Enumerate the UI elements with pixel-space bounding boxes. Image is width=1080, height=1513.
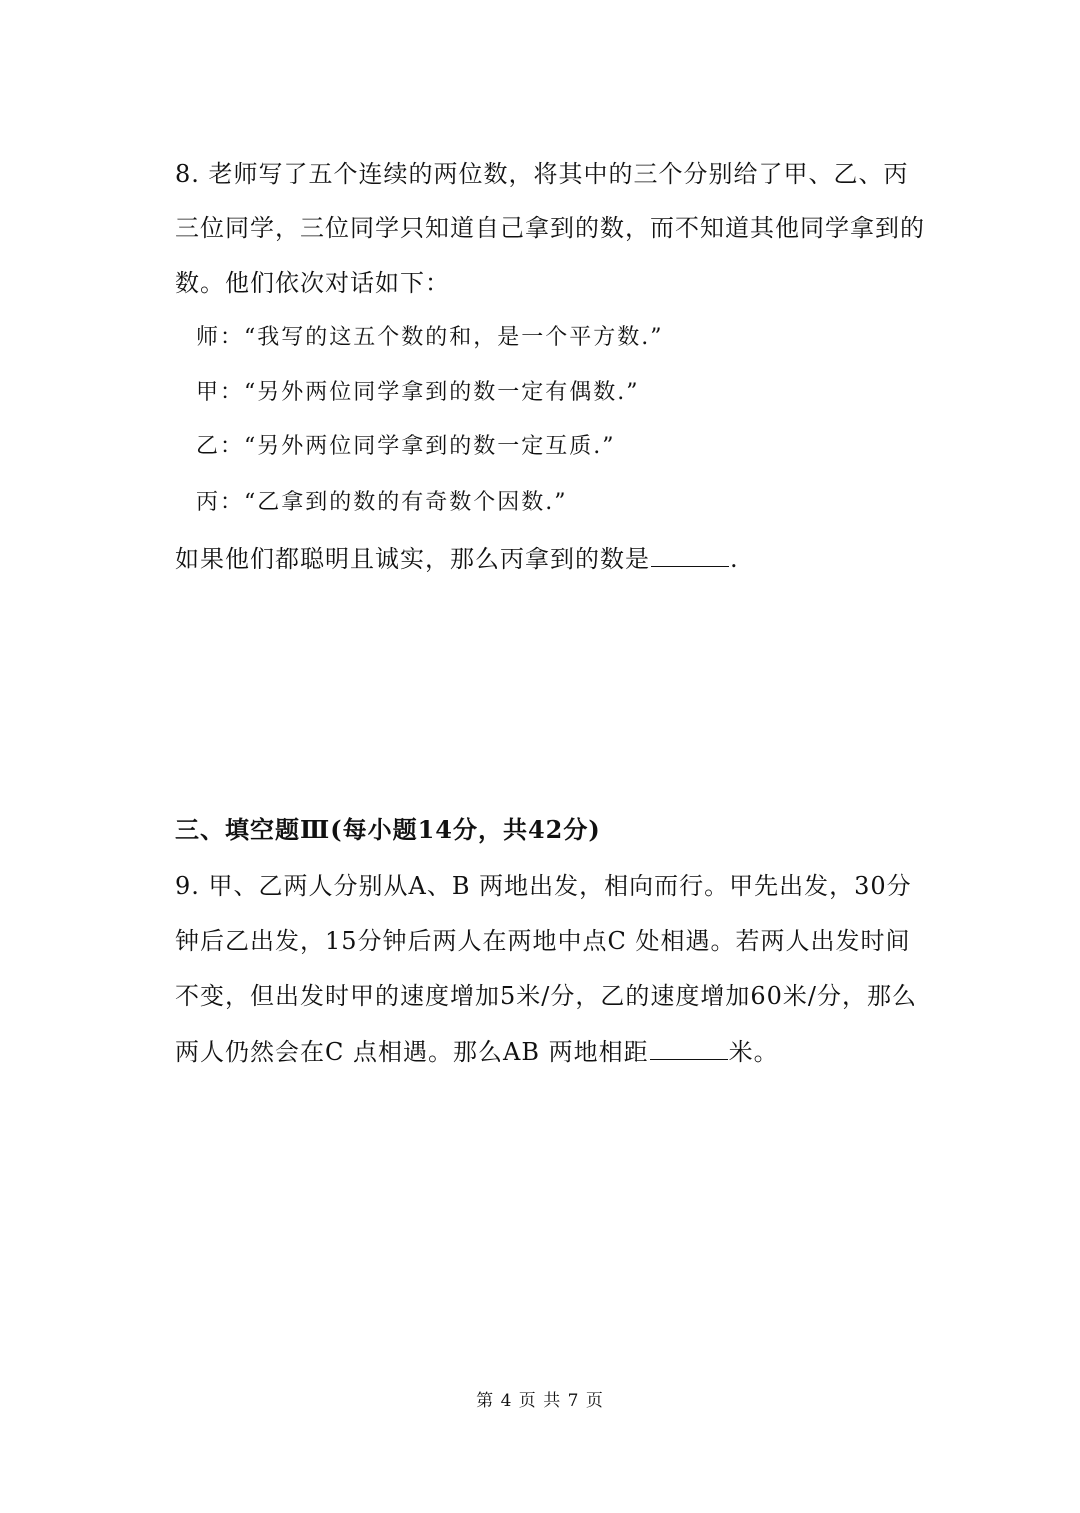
q9-line-2: 钟后乙出发，15分钟后两人在两地中点C 处相遇。若两人出发时间 bbox=[175, 927, 911, 955]
q8-question-end: . bbox=[730, 545, 739, 573]
q8-line-2: 三位同学，三位同学只知道自己拿到的数，而不知道其他同学拿到的 bbox=[175, 214, 925, 242]
q9-question-text: 两人仍然会在C 点相遇。那么AB 两地相距 bbox=[175, 1038, 649, 1066]
q8-dialog-yi: 乙：“另外两位同学拿到的数一定互质.” bbox=[196, 434, 616, 459]
q8-dialog-teacher: 师：“我写的这五个数的和，是一个平方数.” bbox=[196, 325, 664, 350]
q9-line-1: 9. 甲、乙两人分别从A、B 两地出发，相向而行。甲先出发，30分 bbox=[175, 872, 912, 900]
section-3-title: 三、填空题Ⅲ(每小题14分，共42分) bbox=[175, 815, 601, 844]
page-footer: 第 4 页 共 7 页 bbox=[476, 1391, 604, 1411]
q8-dialog-bing: 丙：“乙拿到的数的有奇数个因数.” bbox=[196, 490, 568, 515]
q9-question-end: 米。 bbox=[728, 1038, 779, 1066]
q8-line-3: 数。他们依次对话如下： bbox=[175, 269, 450, 297]
q8-line-1: 8. 老师写了五个连续的两位数，将其中的三个分别给了甲、乙、丙 bbox=[175, 160, 909, 188]
q8-question-text: 如果他们都聪明且诚实，那么丙拿到的数是 bbox=[175, 545, 650, 573]
q8-dialog-jia: 甲：“另外两位同学拿到的数一定有偶数.” bbox=[196, 380, 640, 405]
q8-question bbox=[175, 542, 739, 575]
q9-line-4 bbox=[175, 1035, 779, 1068]
q8-answer-blank bbox=[651, 542, 729, 567]
q9-line-3: 不变，但出发时甲的速度增加5米/分，乙的速度增加60米/分，那么 bbox=[175, 982, 917, 1010]
q9-answer-blank bbox=[650, 1035, 728, 1060]
